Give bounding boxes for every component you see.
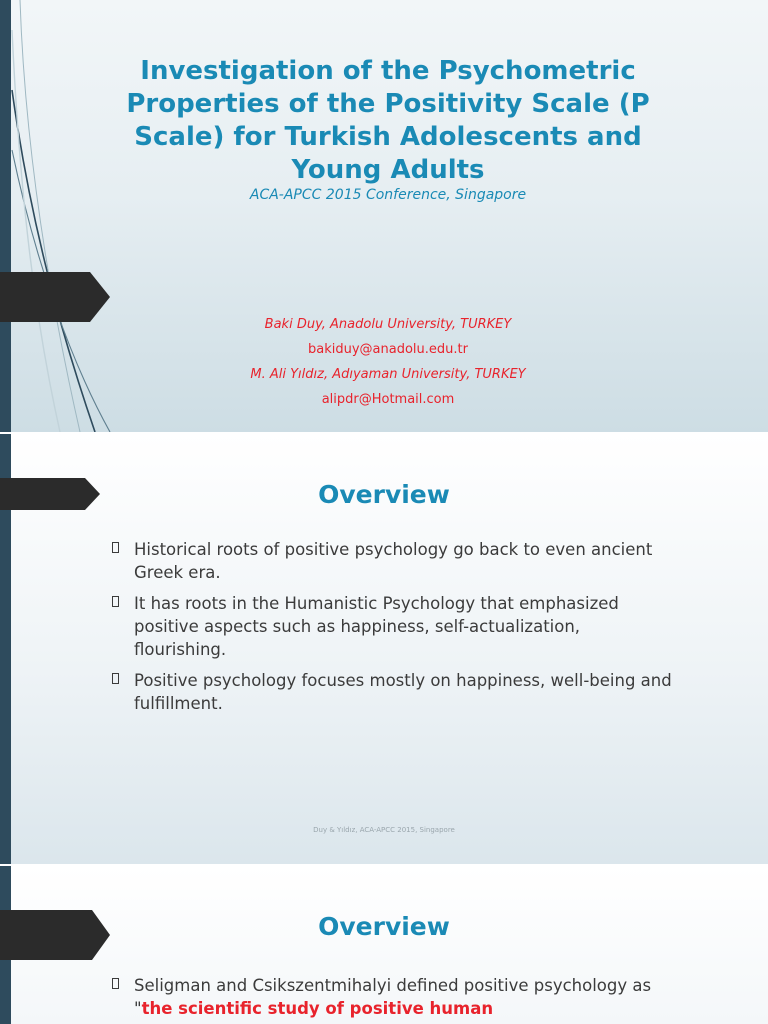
bullet-list <box>112 538 672 723</box>
slide-title: Overview <box>318 480 450 509</box>
bullet-highlight: the scientific study of positive human <box>141 999 494 1018</box>
author-2-email[interactable]: alipdr@Hotmail.com <box>321 392 455 407</box>
slide-title: Overview <box>318 912 450 941</box>
bullet-text: Historical roots of positive psychology go back to even ancient Greek era. <box>134 540 653 582</box>
author-block <box>100 312 676 412</box>
bullet-text: Positive psychology focuses mostly on happiness, well-being and fulfillment. <box>134 671 672 713</box>
author-1: Baki Duy, Anadolu University, TURKEY <box>264 317 512 332</box>
slide-tab-marker <box>0 272 112 322</box>
author-2: M. Ali Yıldız, Adıyaman University, TURKEY <box>250 367 526 382</box>
presentation-title: Investigation of the Psychometric Properties of the Positivity Scale (P Scale) for Turkish Adolescents and Young Adults <box>126 56 650 185</box>
list-item <box>112 669 672 715</box>
list-item <box>112 974 672 1020</box>
conference-subtitle: ACA-APCC 2015 Conference, Singapore <box>249 187 527 203</box>
bullet-list <box>112 974 672 1024</box>
bullet-text: Seligman and Csikszentmihalyi defined positive psychology as " <box>134 976 652 1018</box>
bullet-icon <box>112 596 119 607</box>
bullet-icon <box>112 978 119 989</box>
list-item <box>112 592 672 661</box>
bullet-text: It has roots in the Humanistic Psychology that emphasized positive aspects such as happiness, self-actualization, flourishing. <box>134 594 619 659</box>
bullet-icon <box>112 542 119 553</box>
title-slide <box>0 0 768 432</box>
bullet-icon <box>112 673 119 684</box>
overview-slide-1 <box>0 434 768 864</box>
slide-footer: Duy & Yıldız, ACA-APCC 2015, Singapore <box>313 826 455 834</box>
list-item <box>112 538 672 584</box>
overview-slide-2 <box>0 866 768 1024</box>
author-1-email[interactable]: bakiduy@anadolu.edu.tr <box>308 342 468 357</box>
